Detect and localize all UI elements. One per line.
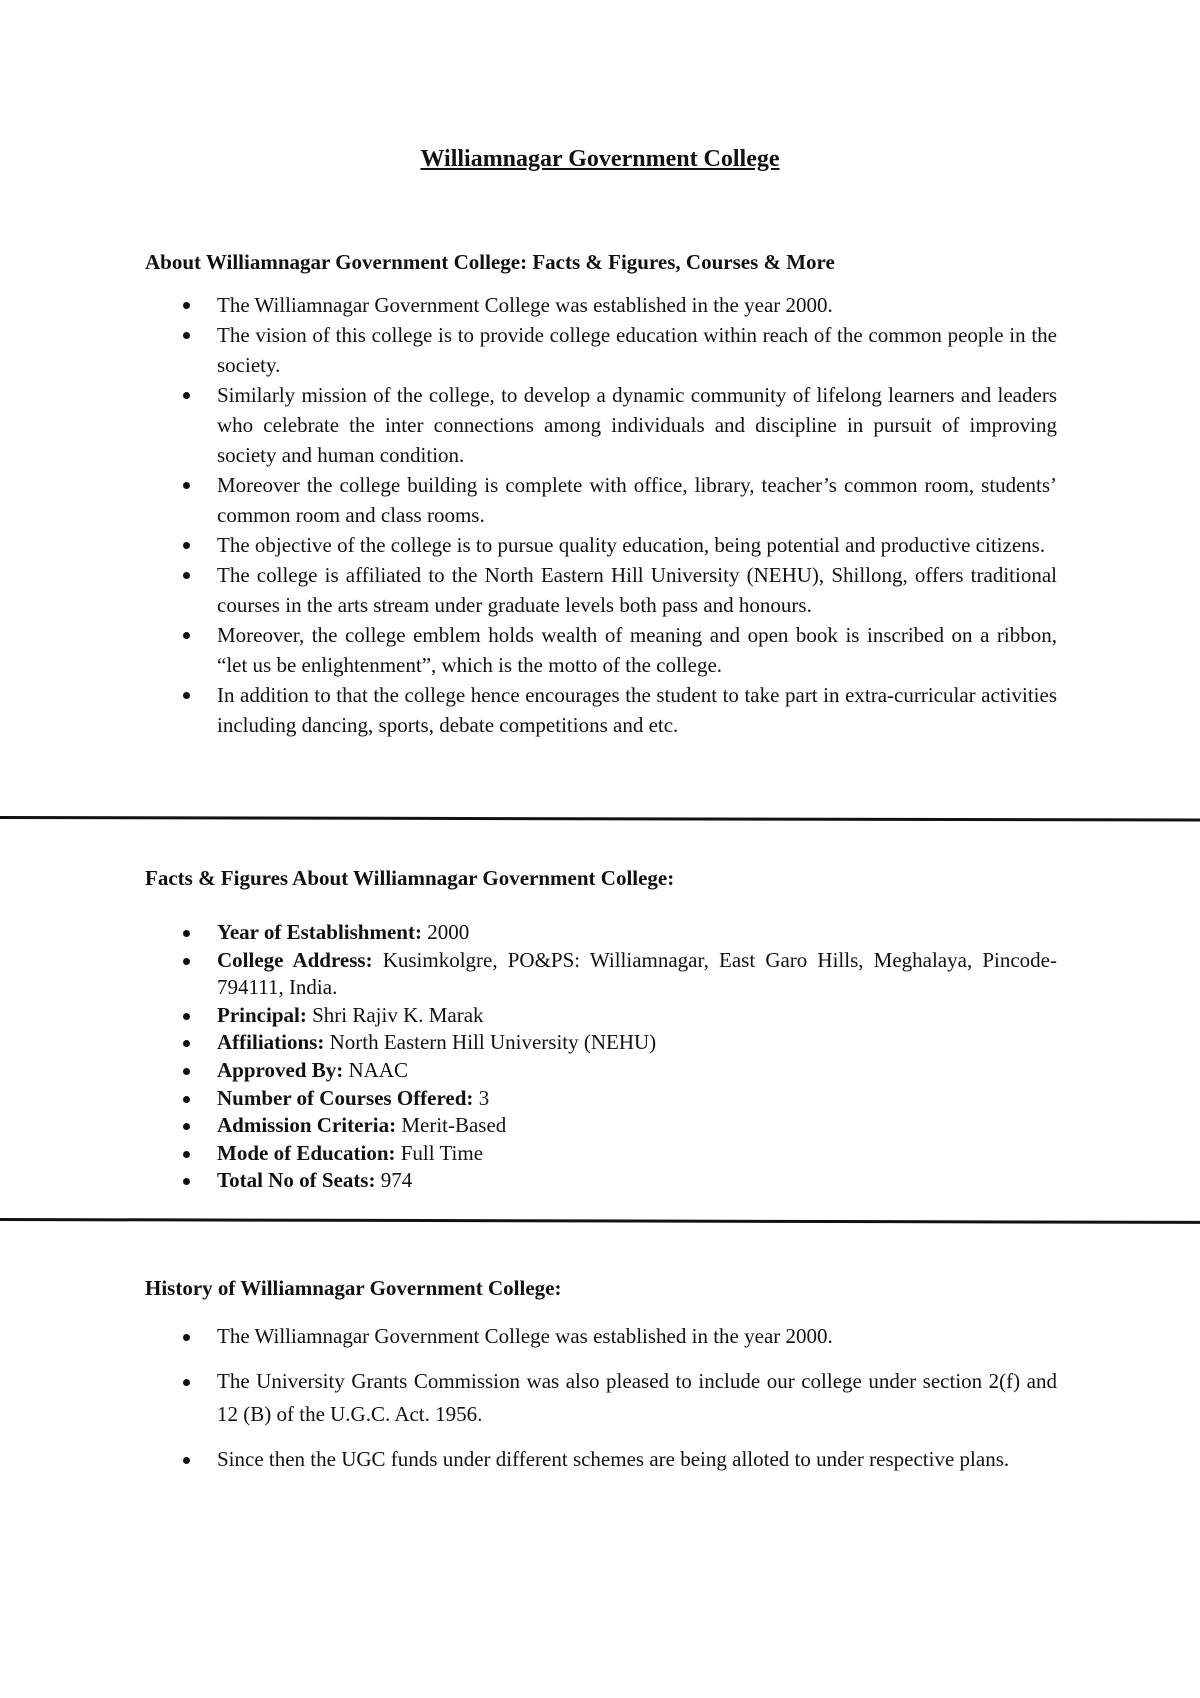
bullet-icon [183, 1123, 190, 1130]
section-divider [0, 816, 1200, 822]
list-item-text: The college is affiliated to the North Eastern Hill University (NEHU), Shillong, offers traditional courses in the arts stream under graduate levels both pass and honours. [217, 563, 1057, 617]
list-item-text: The Williamnagar Government College was established in the year 2000. [217, 1324, 833, 1348]
fact-label: Total No of Seats: [217, 1168, 376, 1193]
fact-label: Mode of Education: [217, 1140, 396, 1165]
fact-value: Kusimkolgre, PO&PS: Williamnagar, East Garo Hills, Meghalaya, Pincode-794111, India. [217, 947, 1057, 1000]
fact-label: Principal: [217, 1002, 307, 1027]
list-item-text: The objective of the college is to pursue quality education, being potential and productive citizens. [217, 533, 1046, 557]
fact-value: 2000 [421, 920, 470, 944]
list-item [145, 1320, 1057, 1353]
about-section [145, 250, 1057, 740]
fact-item [145, 1029, 1057, 1057]
document-title: Williamnagar Government College [420, 146, 780, 172]
list-item [145, 470, 1057, 530]
list-item [145, 320, 1057, 380]
history-section [145, 1276, 1057, 1488]
list-item [145, 1443, 1057, 1476]
facts-heading: Facts & Figures About Williamnagar Government College: [145, 866, 675, 890]
list-item-text: Similarly mission of the college, to develop a dynamic community of lifelong learners and leaders who celebrate the inter connections among individuals and discipline in pursuit of improving society and human condition. [217, 383, 1057, 467]
about-list [145, 290, 1057, 740]
bullet-icon [183, 482, 190, 489]
bullet-icon [183, 1457, 190, 1464]
list-item-text: Since then the UGC funds under different schemes are being alloted to under respective plans. [217, 1447, 1010, 1471]
history-list [145, 1320, 1057, 1476]
bullet-icon [183, 1096, 190, 1103]
bullet-icon [183, 692, 190, 699]
list-item [145, 530, 1057, 560]
list-item-text: In addition to that the college hence encourages the student to take part in extra-curricular activities including dancing, sports, debate competitions and etc. [217, 683, 1057, 737]
bullet-icon [183, 1013, 190, 1020]
list-item [145, 680, 1057, 740]
bullet-icon [183, 1178, 190, 1185]
list-item-text: The vision of this college is to provide college education within reach of the common people in the society. [217, 323, 1057, 377]
list-item [145, 1365, 1057, 1431]
section-divider [0, 1218, 1200, 1224]
fact-label: Number of Courses Offered: [217, 1085, 474, 1110]
about-heading: About Williamnagar Government College: Facts & Figures, Courses & More [145, 250, 835, 274]
bullet-icon [183, 332, 190, 339]
facts-section [145, 866, 1057, 1195]
list-item [145, 560, 1057, 620]
fact-label: Affiliations: [217, 1030, 325, 1055]
bullet-icon [183, 302, 190, 309]
fact-item [145, 1167, 1057, 1195]
fact-item [145, 1112, 1057, 1140]
bullet-icon [183, 1151, 190, 1158]
bullet-icon [183, 958, 190, 965]
fact-item [145, 1140, 1057, 1168]
fact-item [145, 1057, 1057, 1085]
list-item [145, 620, 1057, 680]
bullet-icon [183, 1334, 190, 1341]
list-item [145, 290, 1057, 320]
fact-value: Full Time [395, 1140, 484, 1165]
fact-label: Year of Establishment: [217, 920, 422, 944]
list-item [145, 380, 1057, 470]
history-heading: History of Williamnagar Government College: [145, 1276, 562, 1300]
list-item-text: The University Grants Commission was also pleased to include our college under section 2(f) and 12 (B) of the U.G.C. Act. 1956. [217, 1369, 1057, 1426]
fact-item [145, 1002, 1057, 1030]
list-item-text: Moreover, the college emblem holds wealth of meaning and open book is inscribed on a ribbon, “let us be enlightenment”, which is the motto of the college. [217, 623, 1057, 677]
fact-value: NAAC [343, 1057, 408, 1082]
bullet-icon [183, 930, 190, 937]
fact-item [145, 947, 1057, 1002]
fact-label: Approved By: [217, 1057, 344, 1082]
bullet-icon [183, 392, 190, 399]
fact-value: 3 [473, 1085, 490, 1110]
facts-list [145, 919, 1057, 1195]
list-item-text: Moreover the college building is complete with office, library, teacher’s common room, students’ common room and class rooms. [217, 473, 1057, 527]
bullet-icon [183, 572, 190, 579]
fact-label: Admission Criteria: [217, 1113, 397, 1138]
fact-value: Merit-Based [396, 1113, 507, 1138]
fact-value: North Eastern Hill University (NEHU) [324, 1030, 657, 1055]
fact-value: Shri Rajiv K. Marak [306, 1002, 484, 1027]
bullet-icon [183, 632, 190, 639]
bullet-icon [183, 1040, 190, 1047]
bullet-icon [183, 542, 190, 549]
fact-item [145, 1085, 1057, 1113]
bullet-icon [183, 1068, 190, 1075]
bullet-icon [183, 1379, 190, 1386]
fact-value: 974 [375, 1168, 413, 1193]
fact-label: College Address: [217, 947, 373, 972]
list-item-text: The Williamnagar Government College was established in the year 2000. [217, 293, 833, 317]
fact-item [145, 919, 1057, 947]
